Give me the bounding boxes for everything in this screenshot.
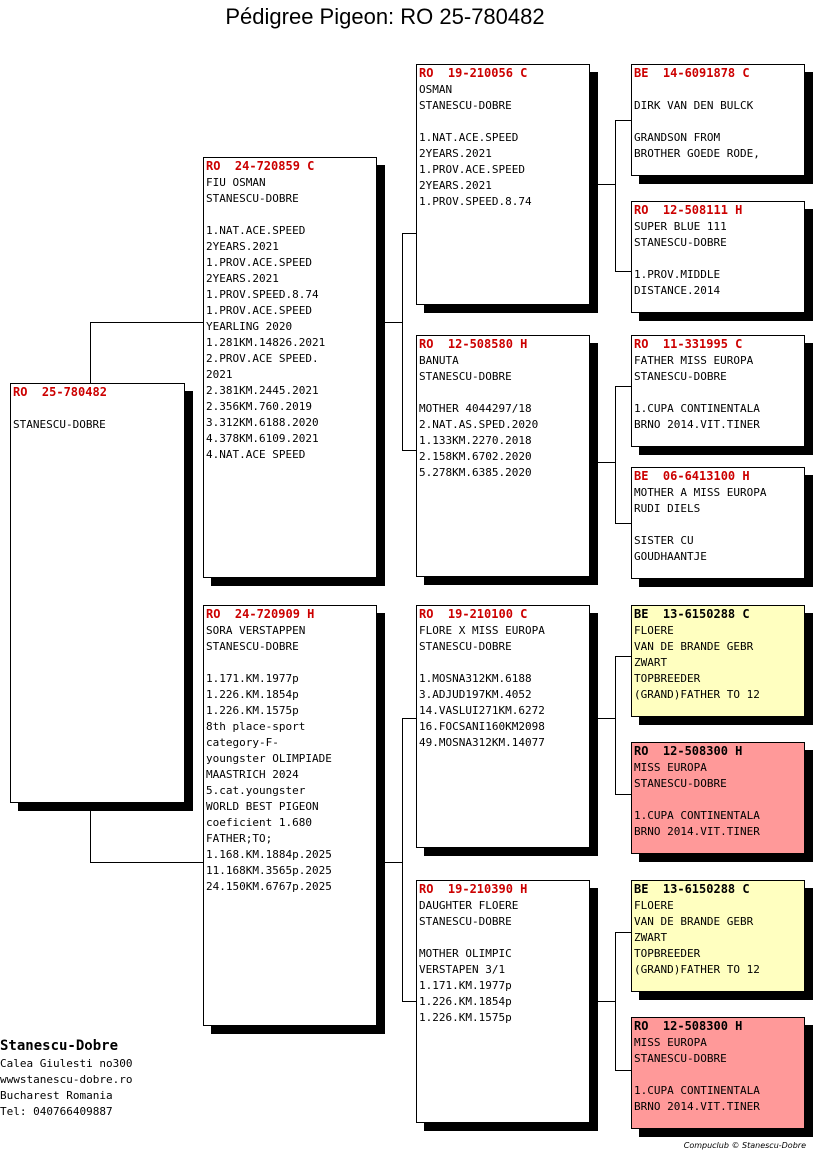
pigeon-info-line: 1.PROV.ACE.SPEED [419, 163, 525, 176]
pigeon-info-line: category-F- [206, 736, 279, 749]
pigeon-info-line: VAN DE BRANDE GEBR [634, 915, 754, 928]
pigeon-info-line: 1.NAT.ACE.SPEED [419, 131, 519, 144]
connector-line [402, 1001, 416, 1002]
pigeon-info-line: 1.226.KM.1854p [206, 688, 299, 701]
connector-line [402, 233, 416, 234]
connector-line [402, 718, 403, 1002]
pigeon-info-line [419, 385, 587, 401]
pigeon-info-line [206, 207, 374, 223]
pigeon-info-line: OSMAN [419, 83, 453, 96]
owner-website: wwwstanescu-dobre.ro [0, 1073, 133, 1086]
pigeon-info-line [634, 517, 802, 533]
pigeon-card-dam [203, 605, 377, 1026]
ring-number: RO 19-210100 C [419, 607, 528, 621]
pigeon-info-line: 2YEARS.2021 [419, 179, 492, 192]
owner-address: Calea Giulesti no300 [0, 1057, 133, 1070]
connector-line [90, 322, 91, 384]
pigeon-info-line: 1.PROV.SPEED.8.74 [206, 288, 319, 301]
pigeon-info-line: VERSTAPEN 3/1 [419, 963, 506, 976]
pigeon-info-line: (GRAND)FATHER TO 12 [634, 688, 760, 701]
pigeon-info-line: 3.ADJUD197KM.4052 [419, 688, 532, 701]
connector-line [615, 932, 631, 933]
pigeon-info-line: 4.378KM.6109.2021 [206, 432, 319, 445]
connector-line [402, 233, 403, 451]
pigeon-info-line: 1.171.KM.1977p [206, 672, 299, 685]
connector-line [90, 810, 91, 863]
pigeon-info-line: FLOERE [634, 624, 674, 637]
connector-line [598, 184, 615, 185]
pigeon-info-line: ZWART [634, 931, 668, 944]
connector-line [402, 450, 416, 451]
ring-number: RO 19-210390 H [419, 882, 528, 896]
owner-name: Stanescu-Dobre [0, 1038, 119, 1054]
pigeon-info-line: 4.NAT.ACE SPEED [206, 448, 306, 461]
pigeon-info-line: YEARLING 2020 [206, 320, 293, 333]
pigeon-info-line: 2.158KM.6702.2020 [419, 450, 532, 463]
pigeon-info-line: 5.278KM.6385.2020 [419, 466, 532, 479]
pigeon-card-sss [631, 64, 805, 176]
pigeon-info-line: BRNO 2014.VIT.TINER [634, 1100, 760, 1113]
pigeon-info-line: BRNO 2014.VIT.TINER [634, 418, 760, 431]
ring-number: BE 14-6091878 C [634, 66, 750, 80]
pigeon-info-line: 1.CUPA CONTINENTALA [634, 1084, 760, 1097]
connector-line [615, 523, 631, 524]
pigeon-info-line: DISTANCE.2014 [634, 284, 721, 297]
pigeon-info-line: STANESCU-DOBRE [419, 915, 512, 928]
pigeon-info-line [634, 792, 802, 808]
owner-phone: Tel: 040766409887 [0, 1105, 113, 1118]
pigeon-info-line: RUDI DIELS [634, 502, 701, 515]
pigeon-card-sdd [631, 467, 805, 579]
pigeon-info-line: FATHER;TO; [206, 832, 273, 845]
pigeon-info-line: 1.CUPA CONTINENTALA [634, 809, 760, 822]
pigeon-info-line: 16.FOCSANI160KM2098 [419, 720, 545, 733]
owner-block [0, 1036, 132, 1120]
ring-number: BE 13-6150288 C [634, 882, 750, 896]
ring-number: BE 06-6413100 H [634, 469, 750, 483]
pigeon-info-line: SUPER BLUE 111 [634, 220, 727, 233]
pigeon-info-line: DAUGHTER FLOERE [419, 899, 519, 912]
pigeon-info-line: FIU OSMAN [206, 176, 266, 189]
pigeon-info-line: STANESCU-DOBRE [634, 370, 727, 383]
pigeon-info-line: STANESCU-DOBRE [634, 236, 727, 249]
ring-number: RO 24-720909 H [206, 607, 315, 621]
pigeon-info-line: 1.CUPA CONTINENTALA [634, 402, 760, 415]
connector-line [615, 386, 616, 524]
ring-number: RO 24-720859 C [206, 159, 315, 173]
ring-number: RO 12-508111 H [634, 203, 743, 217]
pigeon-info-line [634, 114, 802, 130]
pigeon-info-line: MOTHER OLIMPIC [419, 947, 512, 960]
pigeon-info-line: MOTHER 4044297/18 [419, 402, 532, 415]
pigeon-info-line [634, 1067, 802, 1083]
pigeon-card-dss [631, 605, 805, 717]
pigeon-info-line: TOPBREEDER [634, 947, 701, 960]
pigeon-info-line: 49.MOSNA312KM.14077 [419, 736, 545, 749]
pigeon-info-line: STANESCU-DOBRE [634, 1052, 727, 1065]
pigeon-info-line: 1.MOSNA312KM.6188 [419, 672, 532, 685]
pigeon-info-line: STANESCU-DOBRE [206, 640, 299, 653]
ring-number: RO 19-210056 C [419, 66, 528, 80]
pigeon-info-line: coeficient 1.680 [206, 816, 312, 829]
pigeon-info-line: SORA VERSTAPPEN [206, 624, 306, 637]
pigeon-info-line: FLOERE [634, 899, 674, 912]
pigeon-info-line: STANESCU-DOBRE [419, 640, 512, 653]
pigeon-info-line: SISTER CU [634, 534, 694, 547]
pigeon-card-sire-sire [416, 64, 590, 305]
pigeon-info-line: 1.PROV.MIDDLE [634, 268, 721, 281]
pigeon-info-line: FATHER MISS EUROPA [634, 354, 754, 367]
pigeon-info-line: MOTHER A MISS EUROPA [634, 486, 767, 499]
pigeon-card-dds [631, 880, 805, 992]
ring-number: RO 25-780482 [13, 385, 107, 399]
pigeon-info-line: 2.356KM.760.2019 [206, 400, 312, 413]
pigeon-info-line: 1.226.KM.1575p [206, 704, 299, 717]
pigeon-info-line: 2021 [206, 368, 233, 381]
pigeon-info-line: 2.381KM.2445.2021 [206, 384, 319, 397]
pigeon-info-line: STANESCU-DOBRE [206, 192, 299, 205]
pigeon-info-line: 5.cat.youngster [206, 784, 306, 797]
pigeon-info-line [206, 655, 374, 671]
pigeon-info-line: 2YEARS.2021 [206, 240, 279, 253]
pigeon-info-line: 11.168KM.3565p.2025 [206, 864, 332, 877]
pigeon-info-line: STANESCU-DOBRE [419, 99, 512, 112]
pigeon-info-line: DIRK VAN DEN BULCK [634, 99, 754, 112]
pigeon-card-ddd [631, 1017, 805, 1129]
pigeon-info-line: STANESCU-DOBRE [13, 418, 106, 431]
pigeon-card-sire [203, 157, 377, 578]
connector-line [402, 718, 416, 719]
page-title: Pédigree Pigeon: RO 25-780482 [225, 4, 545, 29]
pigeon-info-line: 2YEARS.2021 [206, 272, 279, 285]
pigeon-info-line [634, 82, 802, 98]
ring-number: RO 12-508580 H [419, 337, 528, 351]
pigeon-info-line: MISS EUROPA [634, 1036, 707, 1049]
connector-line [385, 322, 402, 323]
connector-line [615, 120, 616, 272]
pigeon-info-line: 1.PROV.ACE.SPEED [206, 304, 312, 317]
pigeon-info-line: 3.312KM.6188.2020 [206, 416, 319, 429]
pigeon-info-line: ZWART [634, 656, 668, 669]
pigeon-info-line: 24.150KM.6767p.2025 [206, 880, 332, 893]
pigeon-info-line [419, 930, 587, 946]
connector-line [615, 120, 631, 121]
connector-line [598, 1001, 615, 1002]
pigeon-info-line [13, 401, 182, 417]
ring-number: RO 12-508300 H [634, 744, 743, 758]
connector-line [90, 862, 204, 863]
connector-line [615, 932, 616, 1071]
pigeon-info-line: 1.226.KM.1575p [419, 1011, 512, 1024]
connector-line [615, 386, 631, 387]
pigeon-card-dam-sire [416, 605, 590, 848]
copyright: Compuclub © Stanescu-Dobre [683, 1141, 806, 1150]
pigeon-info-line: 1.281KM.14826.2021 [206, 336, 326, 349]
pigeon-info-line: 2.NAT.AS.SPED.2020 [419, 418, 539, 431]
pigeon-info-line: 14.VASLUI271KM.6272 [419, 704, 545, 717]
connector-line [615, 794, 631, 795]
ring-number: RO 12-508300 H [634, 1019, 743, 1033]
pigeon-info-line: 2YEARS.2021 [419, 147, 492, 160]
ring-number: RO 11-331995 C [634, 337, 743, 351]
pigeon-info-line: 2.PROV.ACE SPEED. [206, 352, 319, 365]
pigeon-info-line: 1.NAT.ACE.SPEED [206, 224, 306, 237]
pigeon-info-line [419, 655, 587, 671]
pigeon-info-line: STANESCU-DOBRE [419, 370, 512, 383]
pigeon-card-ssd [631, 201, 805, 313]
pigeon-info-line [419, 114, 587, 130]
pigeon-card-main [10, 383, 185, 803]
connector-line [385, 862, 402, 863]
connector-line [615, 271, 631, 272]
pigeon-info-line [634, 251, 802, 267]
pigeon-info-line: 1.171.KM.1977p [419, 979, 512, 992]
pigeon-info-line: BANUTA [419, 354, 459, 367]
pigeon-card-dam-dam [416, 880, 590, 1123]
pigeon-info-line: WORLD BEST PIGEON [206, 800, 319, 813]
pigeon-info-line: VAN DE BRANDE GEBR [634, 640, 754, 653]
pigeon-info-line: 1.133KM.2270.2018 [419, 434, 532, 447]
pigeon-info-line: GOUDHAANTJE [634, 550, 707, 563]
pigeon-info-line: BRNO 2014.VIT.TINER [634, 825, 760, 838]
connector-line [598, 462, 615, 463]
pigeon-info-line: STANESCU-DOBRE [634, 777, 727, 790]
pigeon-info-line: 8th place-sport [206, 720, 306, 733]
owner-city: Bucharest Romania [0, 1089, 113, 1102]
pigeon-card-sire-dam [416, 335, 590, 577]
pigeon-info-line: 1.PROV.SPEED.8.74 [419, 195, 532, 208]
pigeon-info-line: youngster OLIMPIADE [206, 752, 332, 765]
pigeon-info-line: 1.PROV.ACE.SPEED [206, 256, 312, 269]
pigeon-card-sds [631, 335, 805, 447]
connector-line [598, 718, 615, 719]
pigeon-card-dsd [631, 742, 805, 854]
pigeon-info-line: GRANDSON FROM [634, 131, 721, 144]
ring-number: BE 13-6150288 C [634, 607, 750, 621]
pigeon-info-line: BROTHER GOEDE RODE, [634, 147, 760, 160]
connector-line [615, 656, 631, 657]
pigeon-info-line: MAASTRICH 2024 [206, 768, 299, 781]
pigeon-info-line: 1.168.KM.1884p.2025 [206, 848, 332, 861]
connector-line [90, 322, 204, 323]
pigeon-info-line [634, 385, 802, 401]
pigeon-info-line: FLORE X MISS EUROPA [419, 624, 545, 637]
connector-line [615, 1070, 631, 1071]
pigeon-info-line: 1.226.KM.1854p [419, 995, 512, 1008]
connector-line [615, 656, 616, 795]
pigeon-info-line: TOPBREEDER [634, 672, 701, 685]
pigeon-info-line: (GRAND)FATHER TO 12 [634, 963, 760, 976]
pigeon-info-line: MISS EUROPA [634, 761, 707, 774]
